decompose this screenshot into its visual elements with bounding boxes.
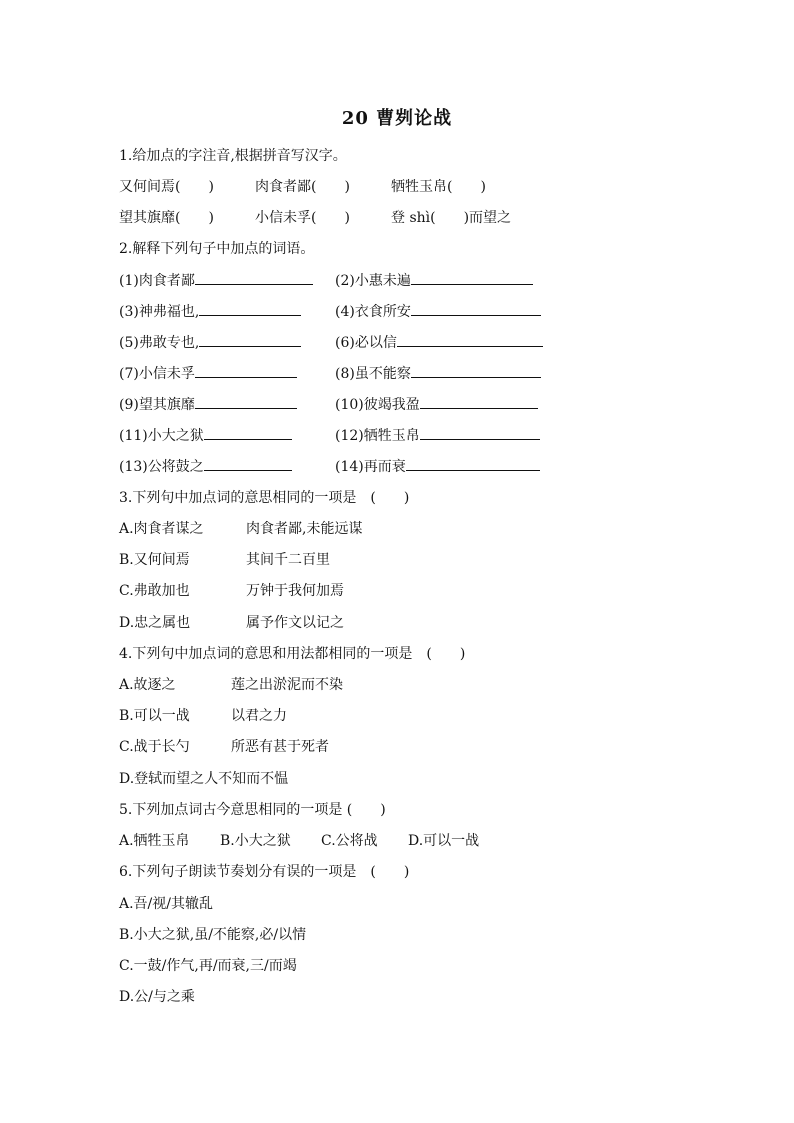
q1-stem: 1.给加点的字注音,根据拼音写汉字。 bbox=[119, 148, 347, 164]
q4-option-b-pair: 以君之力 bbox=[231, 708, 287, 724]
q4-option-b: B.可以一战 bbox=[119, 708, 190, 724]
answer-blank[interactable] bbox=[195, 363, 297, 378]
q2-item-10 bbox=[335, 394, 538, 415]
q2-item-4 bbox=[335, 301, 541, 322]
q6-option-c: C.一鼓/作气,再/而衰,三/而竭 bbox=[119, 958, 297, 974]
q2-label: (3)神弗福也, bbox=[119, 304, 200, 320]
q2-item-9 bbox=[119, 394, 297, 415]
q3-option-c: C.弗敢加也 bbox=[119, 583, 190, 599]
q1-item: 登 shì( )而望之 bbox=[391, 210, 512, 226]
page-title: 20 曹刿论战 bbox=[341, 108, 453, 129]
answer-blank[interactable] bbox=[420, 425, 540, 440]
answer-blank[interactable] bbox=[406, 456, 540, 471]
q2-label: (10)彼竭我盈 bbox=[335, 397, 420, 413]
q2-item-12 bbox=[335, 425, 540, 446]
q1-item: 肉食者鄙( ) bbox=[255, 179, 350, 195]
q2-label: (12)牺牲玉帛 bbox=[335, 428, 420, 444]
q4-option-d bbox=[119, 769, 288, 789]
answer-blank[interactable] bbox=[195, 394, 297, 409]
q4-option-d-right: 人不知而不愠 bbox=[204, 771, 289, 787]
q4-option-c: C.战于长勺 bbox=[119, 739, 190, 755]
answer-blank[interactable] bbox=[204, 425, 292, 440]
q2-item-2 bbox=[335, 270, 533, 291]
q2-item-13 bbox=[119, 456, 292, 477]
answer-blank[interactable] bbox=[195, 270, 313, 285]
q6-option-b: B.小大之狱,虽/不能察,必/以情 bbox=[119, 927, 307, 943]
q3-option-c-pair: 万钟于我何加焉 bbox=[246, 583, 344, 599]
q4-option-a: A.故逐之 bbox=[119, 677, 176, 693]
answer-blank[interactable] bbox=[199, 332, 301, 347]
q3-option-a-pair: 肉食者鄙,未能远谋 bbox=[246, 521, 363, 537]
q2-label: (7)小信未孚 bbox=[119, 366, 195, 382]
q2-label: (14)再而衰 bbox=[335, 459, 406, 475]
q2-item-1 bbox=[119, 270, 313, 291]
q3-option-b-pair: 其间千二百里 bbox=[246, 552, 330, 568]
q3-option-b: B.又何间焉 bbox=[119, 552, 190, 568]
q2-label: (2)小惠未遍 bbox=[335, 273, 411, 289]
q2-label: (8)虽不能察 bbox=[335, 366, 411, 382]
q3-option-a: A.肉食者谋之 bbox=[119, 521, 204, 537]
answer-blank[interactable] bbox=[397, 332, 543, 347]
q1-item: 又何间焉( ) bbox=[119, 179, 214, 195]
q5-option-a: A.牺牲玉帛 bbox=[119, 833, 190, 849]
q2-label: (11)小大之狱 bbox=[119, 428, 204, 444]
q5-option-d: D.可以一战 bbox=[408, 833, 480, 849]
q2-item-6 bbox=[335, 332, 543, 353]
q1-item: 望其旗靡( ) bbox=[119, 210, 214, 226]
q2-label: (6)必以信 bbox=[335, 335, 397, 351]
answer-blank[interactable] bbox=[411, 363, 541, 378]
q3-stem: 3.下列句中加点词的意思相同的一项是 ( ) bbox=[119, 490, 410, 506]
q4-option-c-pair: 所恶有甚于死者 bbox=[231, 739, 329, 755]
answer-blank[interactable] bbox=[204, 456, 292, 471]
answer-blank[interactable] bbox=[411, 270, 533, 285]
q2-item-5 bbox=[119, 332, 301, 353]
q3-option-d-pair: 属予作文以记之 bbox=[246, 615, 344, 631]
q2-label: (1)肉食者鄙 bbox=[119, 273, 195, 289]
q2-item-8 bbox=[335, 363, 541, 384]
q2-stem: 2.解释下列句子中加点的词语。 bbox=[119, 241, 315, 257]
q5-stem: 5.下列加点词古今意思相同的一项是 ( ) bbox=[119, 802, 386, 818]
q6-option-d: D.公/与之乘 bbox=[119, 989, 195, 1005]
q2-label: (5)弗敢专也, bbox=[119, 335, 200, 351]
answer-blank[interactable] bbox=[199, 301, 301, 316]
q5-option-b: B.小大之狱 bbox=[220, 833, 291, 849]
q5-option-c: C.公将战 bbox=[321, 833, 378, 849]
q2-label: (9)望其旗靡 bbox=[119, 397, 195, 413]
q1-item: 牺牲玉帛( ) bbox=[391, 179, 486, 195]
answer-blank[interactable] bbox=[411, 301, 541, 316]
q3-option-d: D.忠之属也 bbox=[119, 615, 191, 631]
q6-option-a: A.吾/视/其辙乱 bbox=[119, 896, 213, 912]
q2-label: (4)衣食所安 bbox=[335, 304, 411, 320]
answer-blank[interactable] bbox=[420, 394, 538, 409]
q4-stem: 4.下列句中加点词的意思和用法都相同的一项是 ( ) bbox=[119, 646, 466, 662]
q4-option-d-left: D.登轼而望之 bbox=[119, 771, 205, 787]
q2-item-7 bbox=[119, 363, 297, 384]
q2-item-14 bbox=[335, 456, 540, 477]
q6-stem: 6.下列句子朗读节奏划分有误的一项是 ( ) bbox=[119, 864, 410, 880]
q1-item: 小信未孚( ) bbox=[255, 210, 350, 226]
q2-item-3 bbox=[119, 301, 301, 322]
q2-item-11 bbox=[119, 425, 292, 446]
q2-label: (13)公将鼓之 bbox=[119, 459, 204, 475]
q4-option-a-pair: 莲之出淤泥而不染 bbox=[231, 677, 343, 693]
